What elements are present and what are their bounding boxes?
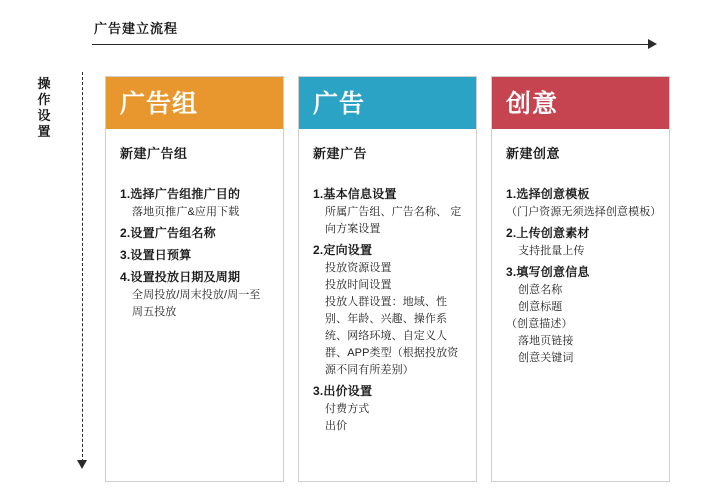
step-title: 1.选择创意模板 [506,187,590,201]
stage-card-creative[interactable] [491,76,670,482]
card-subtitle: 新建广告 [313,146,368,161]
step-detail: 所属广告组、广告名称、 定向方案设置 [325,206,462,235]
step-detail: 支持批量上传 [518,245,585,257]
flow-axis-line [92,44,648,45]
step-detail: 投放资源设置 [325,262,392,274]
card-header-title: 广告组 [120,90,199,118]
operations-axis [38,72,74,482]
step-detail: 付费方式 [325,403,370,415]
step-title: 4.设置投放日期及周期 [120,270,241,284]
step-detail: 创意关键词 [518,352,574,364]
flow-axis [92,18,672,54]
step-title: 2.上传创意素材 [506,226,590,240]
step-title: 2.定向设置 [313,243,373,257]
stage-card-ad[interactable] [298,76,477,482]
step-item [313,381,464,435]
step-item [506,262,657,367]
step-item [120,267,271,321]
card-header-title: 广告 [313,90,366,118]
operations-axis-line [82,72,83,462]
step-item [120,223,271,243]
step-detail: 创意名称 [518,284,563,296]
step-item [313,240,464,379]
stage-cards [105,76,685,484]
step-item [506,223,657,260]
step-title: 2.设置广告组名称 [120,226,216,240]
step-item [313,184,464,238]
card-header-title: 创意 [506,90,559,118]
step-item [506,184,662,221]
step-title: 1.基本信息设置 [313,187,397,201]
arrow-right-icon [648,39,657,49]
step-item [120,245,271,265]
card-header [492,77,669,129]
operations-axis-label: 操作设置 [37,76,53,139]
step-title: 3.设置日预算 [120,248,192,262]
card-header [106,77,283,129]
step-detail: 出价 [325,420,348,432]
card-subtitle: 新建创意 [506,146,561,161]
step-item [120,184,271,221]
card-body [106,129,283,321]
stage-card-ad-group[interactable] [105,76,284,482]
step-detail: 投放人群设置：地域、性别、年龄、兴趣、操作系统、网络环境、自定义人群、APP类型（根据投放资源不同有所差别） [325,296,459,376]
step-detail: 全周投放/周末投放/周一至周五投放 [132,289,261,318]
flow-axis-label: 广告建立流程 [94,21,179,36]
step-title: 3.出价设置 [313,384,373,398]
step-detail: （创意描述） [506,318,573,330]
card-header [299,77,476,129]
step-title: 1.选择广告组推广目的 [120,187,241,201]
card-body [492,129,669,367]
arrow-down-icon [77,460,87,469]
step-detail: 投放时间设置 [325,279,392,291]
step-detail: 创意标题 [518,301,563,313]
card-subtitle: 新建广告组 [120,146,188,161]
step-detail: （门户资源无须选择创意模板） [506,206,662,218]
step-detail: 落地页推广&应用下载 [132,206,240,218]
step-title: 3.填写创意信息 [506,265,590,279]
step-detail: 落地页链接 [518,335,574,347]
card-body [299,129,476,435]
